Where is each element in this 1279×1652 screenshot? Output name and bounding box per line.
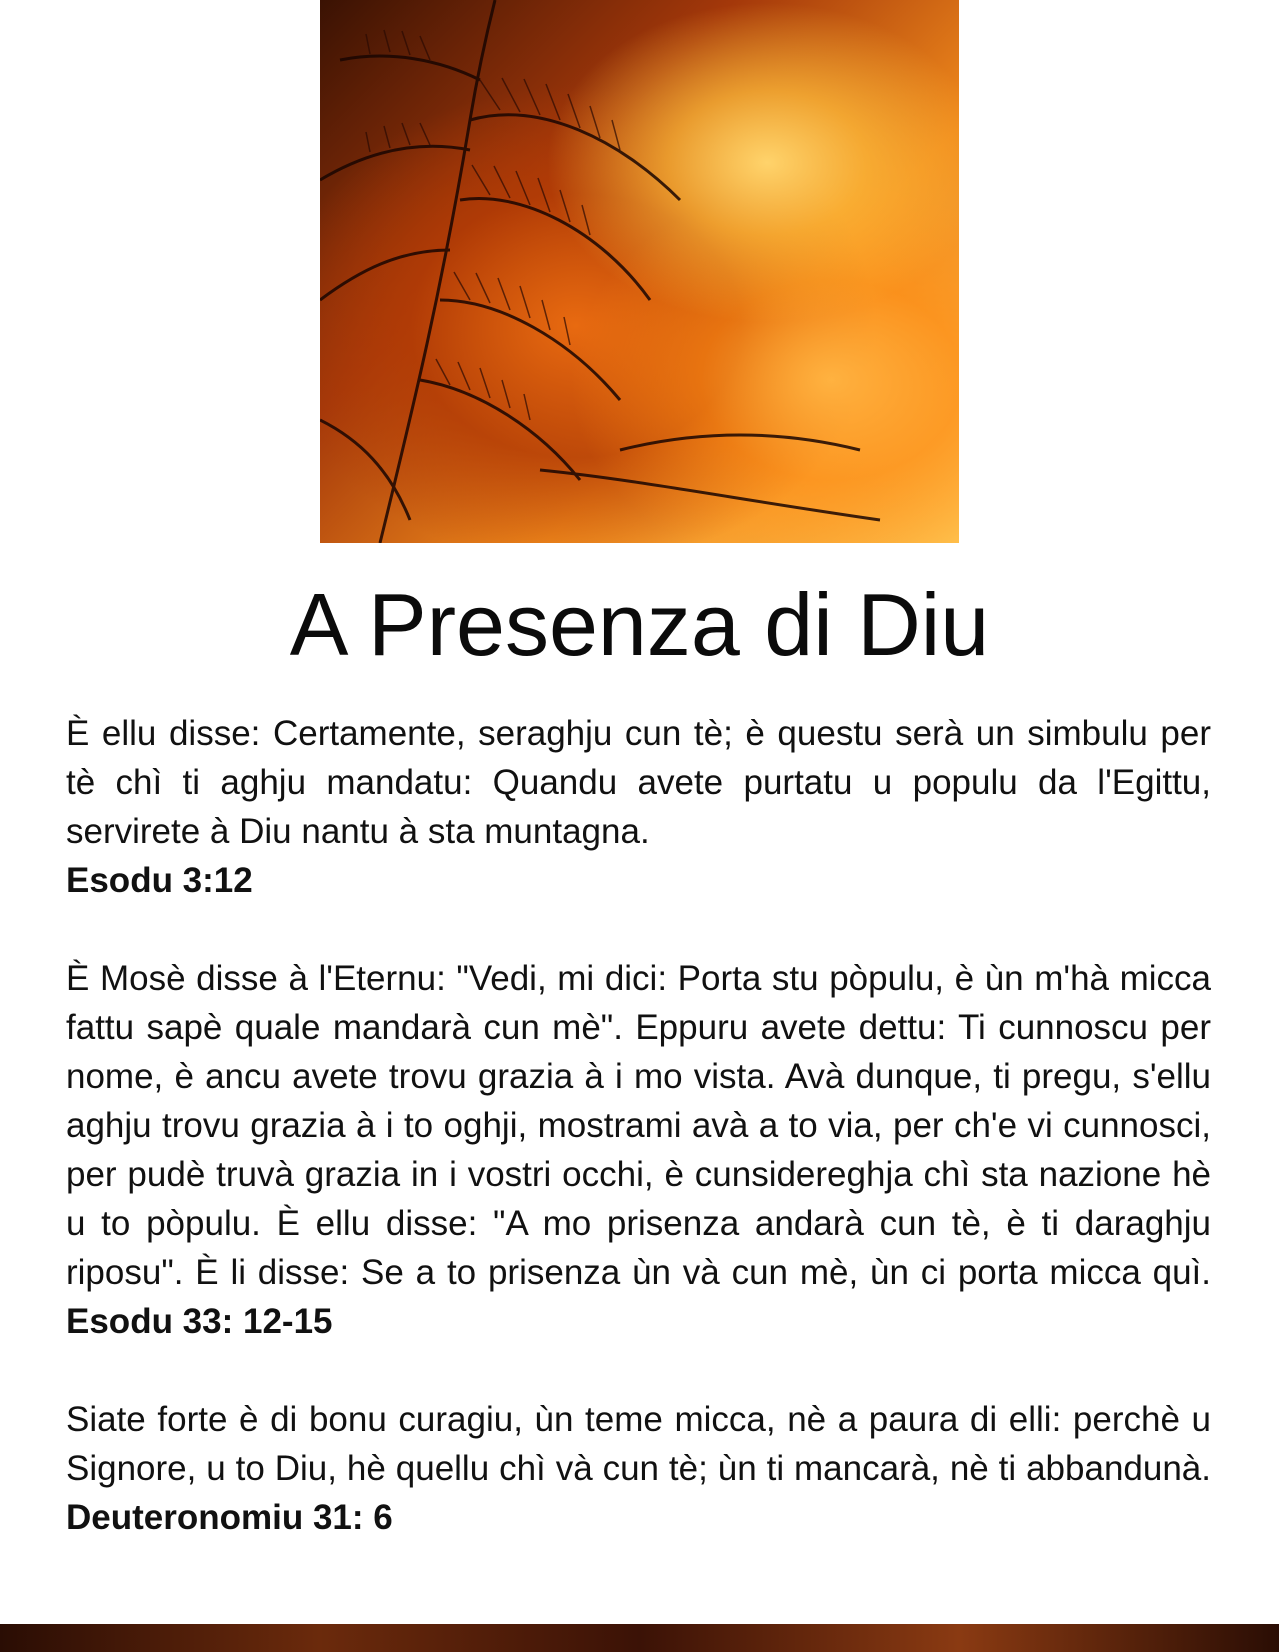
bottom-fire-strip: [0, 1624, 1279, 1652]
scripture-passages: [66, 709, 1211, 1591]
passage-3-reference: Deuteronomiu 31: 6: [66, 1498, 393, 1537]
passage-1: [66, 709, 1211, 905]
bush-branches-icon: [320, 0, 959, 543]
passage-2-text: È Mosè disse à l'Eternu: "Vedi, mi dici: Porta stu pòpulu, è ùn m'hà micca fattu sapè quale mandarà cun mè". Eppuru avete dettu: Ti cunnoscu per nome, è ancu avete trovu grazia à i mo vista. Avà dunque, ti pregu, s'ellu aghju trovu grazia à i to oghji, mostrami avà a to via, per ch'e vi cunnosci, per pudè truvà grazia in i vostri occhi, è cunsidereghja chì sta nazione hè u to pòpulu. È ellu disse: "A mo prisenza andarà cun tè, è ti daraghju riposu". È li disse: Se a to prisenza ùn và cun mè, ùn ci porta micca quì.: [66, 959, 1211, 1292]
page-title: A Presenza di Diu: [289, 575, 990, 674]
passage-2: [66, 954, 1211, 1346]
passage-1-reference: Esodu 3:12: [66, 861, 253, 900]
passage-3-text: Siate forte è di bonu curagiu, ùn teme micca, nè a paura di elli: perchè u Signore, u to Diu, hè quellu chì và cun tè; ùn ti mancarà, nè ti abbandunà.: [66, 1400, 1211, 1488]
passage-1-text: È ellu disse: Certamente, seraghju cun tè; è questu serà un simbulu per tè chì ti aghju mandatu: Quandu avete purtatu u populu da l'Egittu, servirete à Diu nantu à sta muntagna.: [66, 714, 1211, 851]
passage-2-reference: Esodu 33: 12-15: [66, 1302, 333, 1341]
burning-bush-image: [320, 0, 959, 543]
passage-3: [66, 1395, 1211, 1542]
